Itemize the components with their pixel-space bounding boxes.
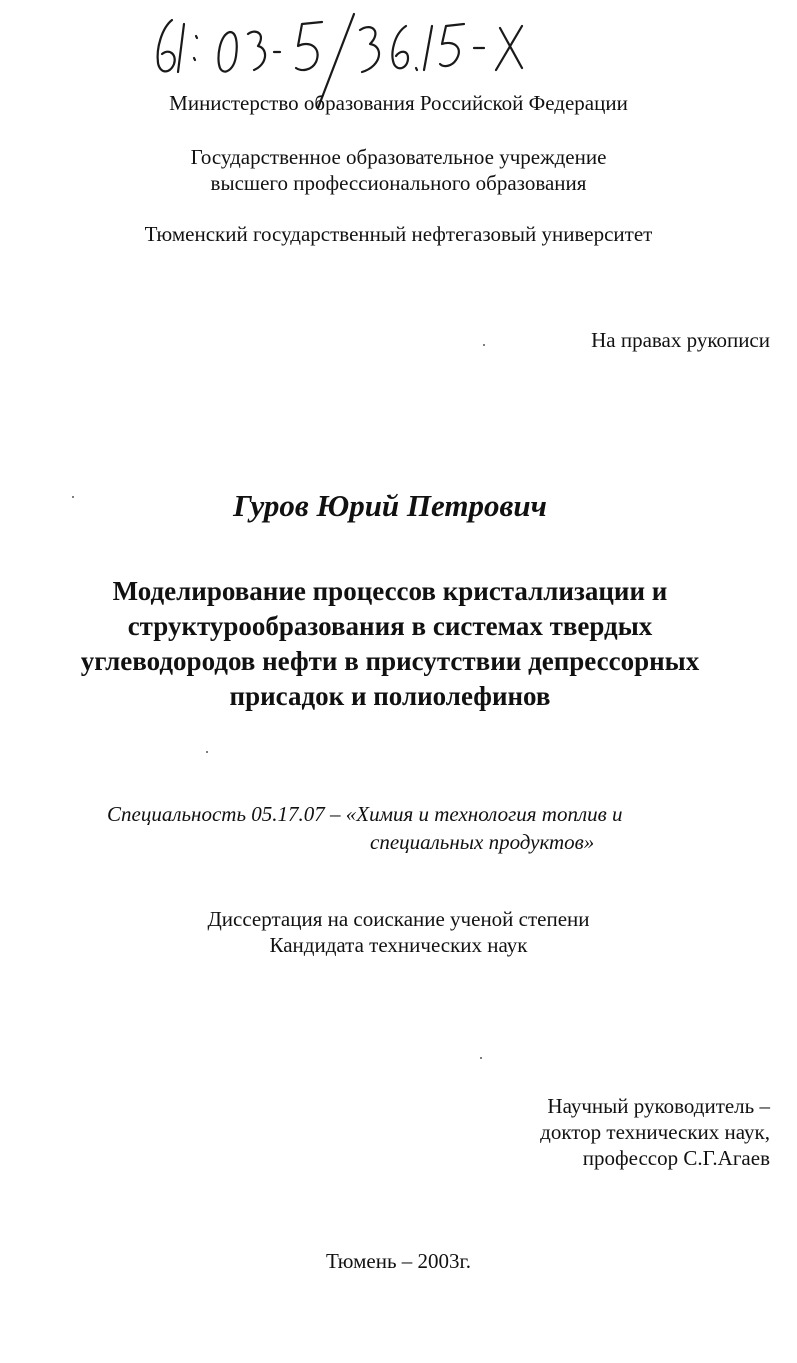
university-name: Тюменский государственный нефтегазовый университет bbox=[144, 222, 653, 246]
author-name: Гуров Юрий Петрович bbox=[233, 488, 547, 523]
institution-line-1: Государственное образовательное учреждение bbox=[190, 145, 607, 169]
ministry-name: Министерство образования Российской Федерации bbox=[169, 91, 628, 115]
scan-speck bbox=[72, 496, 74, 498]
manuscript-note: На правах рукописи bbox=[591, 328, 770, 352]
specialty-line-1: Специальность 05.17.07 – «Химия и технология топлив и bbox=[107, 802, 623, 826]
specialty-line-2: специальных продуктов» bbox=[370, 830, 595, 854]
title-line: Моделирование процессов кристаллизации и bbox=[112, 576, 668, 606]
place-year: Тюмень – 2003г. bbox=[325, 1249, 472, 1273]
scan-speck bbox=[483, 344, 485, 346]
supervisor-line-1: Научный руководитель – bbox=[547, 1094, 770, 1118]
title-line: углеводородов нефти в присутствии депрессорных bbox=[80, 646, 700, 676]
scan-speck bbox=[480, 1057, 482, 1059]
title-line: структурообразования в системах твердых bbox=[127, 611, 653, 641]
supervisor-line-2: доктор технических наук, bbox=[540, 1120, 770, 1144]
supervisor-line-3: профессор С.Г.Агаев bbox=[582, 1146, 770, 1170]
degree-line-1: Диссертация на соискание ученой степени bbox=[207, 907, 590, 931]
institution-line-2: высшего профессионального образования bbox=[210, 171, 587, 195]
degree-line-2: Кандидата технических наук bbox=[269, 933, 528, 957]
title-line: присадок и полиолефинов bbox=[229, 681, 551, 711]
scan-speck bbox=[206, 751, 208, 753]
dissertation-title bbox=[0, 574, 780, 714]
